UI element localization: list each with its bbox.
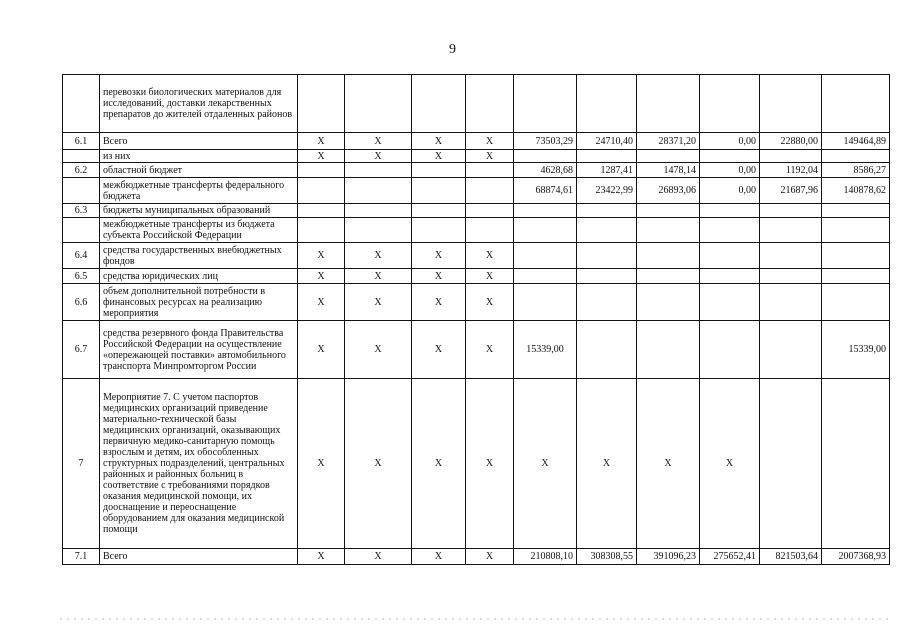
value-cell bbox=[760, 150, 822, 163]
value-cell bbox=[577, 204, 637, 218]
value-cell: 1192,04 bbox=[760, 163, 822, 178]
value-cell: 15339,00 bbox=[514, 321, 577, 379]
row-number bbox=[63, 178, 100, 204]
table-row bbox=[63, 218, 890, 243]
row-number: 6.5 bbox=[63, 269, 100, 284]
not-applicable-mark: X bbox=[345, 379, 412, 549]
value-cell bbox=[514, 150, 577, 163]
not-applicable-mark: X bbox=[298, 379, 345, 549]
value-cell bbox=[637, 284, 700, 321]
not-applicable-mark: X bbox=[466, 321, 514, 379]
row-description: межбюджетные трансферты федерального бюджета bbox=[100, 178, 298, 204]
not-applicable-mark: X bbox=[412, 243, 466, 269]
value-cell: 28371,20 bbox=[637, 133, 700, 150]
value-cell bbox=[514, 75, 577, 133]
value-cell bbox=[577, 150, 637, 163]
value-cell bbox=[466, 204, 514, 218]
row-number: 6.6 bbox=[63, 284, 100, 321]
value-cell bbox=[700, 269, 760, 284]
value-cell bbox=[466, 163, 514, 178]
value-cell bbox=[760, 269, 822, 284]
not-applicable-mark: X bbox=[700, 379, 760, 549]
value-cell: 73503,29 bbox=[514, 133, 577, 150]
value-cell bbox=[514, 269, 577, 284]
table-row bbox=[63, 321, 890, 379]
not-applicable-mark: X bbox=[298, 133, 345, 150]
not-applicable-mark: X bbox=[298, 321, 345, 379]
row-number bbox=[63, 150, 100, 163]
value-cell bbox=[345, 163, 412, 178]
not-applicable-mark: X bbox=[345, 269, 412, 284]
value-cell bbox=[760, 321, 822, 379]
not-applicable-mark: X bbox=[412, 133, 466, 150]
value-cell bbox=[822, 284, 890, 321]
value-cell: 2007368,93 bbox=[822, 549, 890, 565]
not-applicable-mark: X bbox=[298, 150, 345, 163]
value-cell: 8586,27 bbox=[822, 163, 890, 178]
row-description: бюджеты муниципальных образований bbox=[100, 204, 298, 218]
value-cell bbox=[298, 218, 345, 243]
value-cell bbox=[822, 75, 890, 133]
row-description: средства государственных внебюджетных фондов bbox=[100, 243, 298, 269]
value-cell bbox=[637, 243, 700, 269]
not-applicable-mark: X bbox=[514, 379, 577, 549]
value-cell bbox=[345, 204, 412, 218]
value-cell bbox=[760, 379, 822, 549]
value-cell bbox=[298, 163, 345, 178]
not-applicable-mark: X bbox=[345, 549, 412, 565]
value-cell bbox=[822, 379, 890, 549]
value-cell: 308308,55 bbox=[577, 549, 637, 565]
value-cell bbox=[345, 178, 412, 204]
not-applicable-mark: X bbox=[345, 150, 412, 163]
row-number bbox=[63, 75, 100, 133]
value-cell: 22880,00 bbox=[760, 133, 822, 150]
row-description: межбюджетные трансферты из бюджета субъекта Российской Федерации bbox=[100, 218, 298, 243]
value-cell: 24710,40 bbox=[577, 133, 637, 150]
row-number: 7.1 bbox=[63, 549, 100, 565]
value-cell bbox=[637, 150, 700, 163]
value-cell bbox=[637, 269, 700, 284]
value-cell: 23422,99 bbox=[577, 178, 637, 204]
table-row bbox=[63, 204, 890, 218]
value-cell bbox=[412, 204, 466, 218]
row-description: Мероприятие 7. С учетом паспортов медицинских организаций приведение материально-технической базы медицинских организаций, оказывающих первичную медико-санитарную помощь взрослым и детям, их обособленных структурных подразделений, центральных районных и районных больниц в соответствие с требованиями порядков оказания медицинской помощи, их дооснащение и переоснащение оборудованием для оказания медицинской помощи bbox=[100, 379, 298, 549]
table-row bbox=[63, 133, 890, 150]
row-description: из них bbox=[100, 150, 298, 163]
value-cell bbox=[637, 75, 700, 133]
value-cell bbox=[700, 75, 760, 133]
value-cell bbox=[760, 243, 822, 269]
table-row bbox=[63, 75, 890, 133]
not-applicable-mark: X bbox=[412, 284, 466, 321]
table-row bbox=[63, 269, 890, 284]
value-cell bbox=[700, 204, 760, 218]
not-applicable-mark: X bbox=[466, 133, 514, 150]
row-description: Всего bbox=[100, 133, 298, 150]
value-cell: 0,00 bbox=[700, 163, 760, 178]
value-cell: 0,00 bbox=[700, 133, 760, 150]
not-applicable-mark: X bbox=[412, 150, 466, 163]
row-description: средства юридических лиц bbox=[100, 269, 298, 284]
table-row bbox=[63, 549, 890, 565]
value-cell: 68874,61 bbox=[514, 178, 577, 204]
not-applicable-mark: X bbox=[412, 379, 466, 549]
page-number: 9 bbox=[449, 42, 456, 57]
value-cell bbox=[760, 75, 822, 133]
row-number bbox=[63, 218, 100, 243]
budget-table bbox=[62, 74, 890, 565]
value-cell bbox=[412, 218, 466, 243]
value-cell: 149464,89 bbox=[822, 133, 890, 150]
row-number: 6.7 bbox=[63, 321, 100, 379]
value-cell bbox=[700, 243, 760, 269]
value-cell bbox=[822, 204, 890, 218]
value-cell bbox=[514, 218, 577, 243]
not-applicable-mark: X bbox=[298, 284, 345, 321]
not-applicable-mark: X bbox=[298, 269, 345, 284]
not-applicable-mark: X bbox=[345, 133, 412, 150]
value-cell bbox=[298, 204, 345, 218]
not-applicable-mark: X bbox=[412, 321, 466, 379]
value-cell bbox=[514, 284, 577, 321]
not-applicable-mark: X bbox=[466, 284, 514, 321]
row-number: 6.1 bbox=[63, 133, 100, 150]
value-cell: 391096,23 bbox=[637, 549, 700, 565]
row-description: объем дополнительной потребности в финансовых ресурсах на реализацию мероприятия bbox=[100, 284, 298, 321]
value-cell bbox=[700, 321, 760, 379]
value-cell bbox=[577, 284, 637, 321]
value-cell bbox=[466, 178, 514, 204]
value-cell: 0,00 bbox=[700, 178, 760, 204]
value-cell bbox=[345, 75, 412, 133]
value-cell bbox=[760, 218, 822, 243]
value-cell bbox=[514, 204, 577, 218]
value-cell bbox=[700, 284, 760, 321]
value-cell: 140878,62 bbox=[822, 178, 890, 204]
row-number: 6.4 bbox=[63, 243, 100, 269]
value-cell: 4628,68 bbox=[514, 163, 577, 178]
value-cell bbox=[760, 284, 822, 321]
not-applicable-mark: X bbox=[345, 284, 412, 321]
value-cell bbox=[637, 204, 700, 218]
value-cell bbox=[637, 218, 700, 243]
not-applicable-mark: X bbox=[345, 243, 412, 269]
value-cell bbox=[822, 150, 890, 163]
row-description: областной бюджет bbox=[100, 163, 298, 178]
value-cell bbox=[412, 75, 466, 133]
value-cell bbox=[412, 163, 466, 178]
value-cell bbox=[577, 321, 637, 379]
value-cell bbox=[514, 243, 577, 269]
row-description: Всего bbox=[100, 549, 298, 565]
value-cell bbox=[466, 75, 514, 133]
row-number: 6.3 bbox=[63, 204, 100, 218]
value-cell bbox=[577, 269, 637, 284]
value-cell bbox=[637, 321, 700, 379]
row-number: 7 bbox=[63, 379, 100, 549]
value-cell bbox=[466, 218, 514, 243]
value-cell bbox=[822, 218, 890, 243]
value-cell: 1287,41 bbox=[577, 163, 637, 178]
table-row bbox=[63, 284, 890, 321]
scan-artifact bbox=[60, 618, 890, 620]
not-applicable-mark: X bbox=[412, 549, 466, 565]
table-body bbox=[63, 75, 890, 565]
not-applicable-mark: X bbox=[466, 549, 514, 565]
value-cell bbox=[760, 204, 822, 218]
value-cell: 821503,64 bbox=[760, 549, 822, 565]
value-cell bbox=[700, 150, 760, 163]
table-row bbox=[63, 178, 890, 204]
value-cell: 1478,14 bbox=[637, 163, 700, 178]
not-applicable-mark: X bbox=[298, 549, 345, 565]
row-description: средства резервного фонда Правительства Российской Федерации на осуществление «опережающей поставки» автомобильного транспорта Минпромторгом России bbox=[100, 321, 298, 379]
row-description: перевозки биологических материалов для исследований, доставки лекарственных препаратов до жителей отдаленных районов bbox=[100, 75, 298, 133]
value-cell: 26893,06 bbox=[637, 178, 700, 204]
value-cell bbox=[822, 243, 890, 269]
not-applicable-mark: X bbox=[466, 379, 514, 549]
value-cell bbox=[577, 243, 637, 269]
table-row bbox=[63, 163, 890, 178]
not-applicable-mark: X bbox=[637, 379, 700, 549]
not-applicable-mark: X bbox=[412, 269, 466, 284]
value-cell bbox=[298, 178, 345, 204]
row-number: 6.2 bbox=[63, 163, 100, 178]
not-applicable-mark: X bbox=[577, 379, 637, 549]
table-row bbox=[63, 379, 890, 549]
value-cell: 210808,10 bbox=[514, 549, 577, 565]
not-applicable-mark: X bbox=[466, 150, 514, 163]
value-cell bbox=[577, 75, 637, 133]
value-cell bbox=[345, 218, 412, 243]
table-row bbox=[63, 243, 890, 269]
not-applicable-mark: X bbox=[466, 269, 514, 284]
table-row bbox=[63, 150, 890, 163]
value-cell bbox=[577, 218, 637, 243]
not-applicable-mark: X bbox=[345, 321, 412, 379]
value-cell: 15339,00 bbox=[822, 321, 890, 379]
value-cell: 275652,41 bbox=[700, 549, 760, 565]
value-cell bbox=[412, 178, 466, 204]
value-cell bbox=[822, 269, 890, 284]
value-cell bbox=[298, 75, 345, 133]
value-cell: 21687,96 bbox=[760, 178, 822, 204]
value-cell bbox=[700, 218, 760, 243]
not-applicable-mark: X bbox=[466, 243, 514, 269]
not-applicable-mark: X bbox=[298, 243, 345, 269]
